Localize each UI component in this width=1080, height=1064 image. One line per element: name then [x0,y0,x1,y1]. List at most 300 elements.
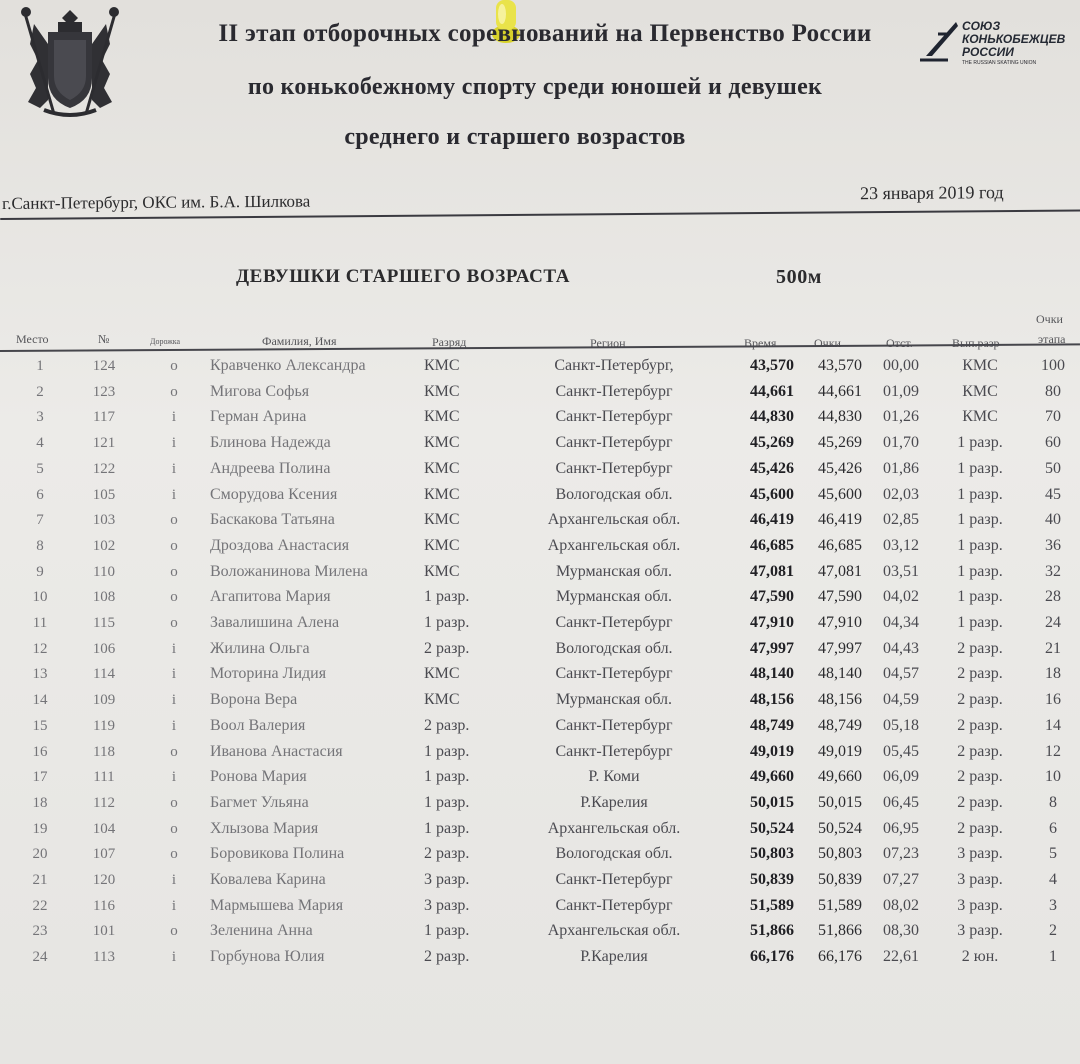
col-header-rank: Разряд [432,335,467,349]
lane-cell: i [171,409,177,426]
gap-cell: 00,00 [883,357,919,374]
achieved-rank-cell: 1 разр. [957,536,1003,554]
rank-cell: КМС [424,434,460,452]
stage-points-cell: 14 [1045,716,1061,734]
bib-number-cell: 115 [93,615,115,631]
col-header-number: № [98,332,110,346]
gap-cell: 03,51 [883,562,919,580]
table-row [0,380,1080,406]
time-cell: 50,839 [750,871,794,888]
bib-number-cell: 111 [93,769,115,786]
stage-points-cell: 1 [1049,948,1057,966]
time-cell: 47,997 [750,639,794,657]
table-row [0,637,1080,663]
athlete-name-cell: Ворона Вера [210,691,298,709]
athlete-name-cell: Кравченко Александра [210,357,366,374]
region-cell: Архангельская обл. [547,922,681,940]
athlete-name-cell: Воол Валерия [210,716,306,734]
points-cell: 50,524 [818,819,862,837]
table-row [0,919,1080,945]
event-date: 23 января 2019 год [859,182,1004,204]
region-cell: Архангельская обл. [547,511,681,529]
stage-points-cell: 4 [1049,871,1057,888]
place-cell: 11 [32,615,48,631]
distance-label: 500м [776,266,823,288]
rank-cell: 1 разр. [424,793,470,811]
region-cell: Санкт-Петербург [555,665,673,683]
time-cell: 46,685 [750,536,794,554]
achieved-rank-cell: КМС [962,357,998,374]
event-subtitle: по конькобежному спорту среди юношей и девушек [247,74,823,100]
bib-number-cell: 109 [92,692,116,709]
gap-cell: 05,45 [883,742,919,760]
athlete-name-cell: Иванова Анастасия [210,742,343,760]
achieved-rank-cell: 1 разр. [957,562,1003,580]
achieved-rank-cell: 1 разр. [957,459,1003,477]
region-cell: Санкт-Петербург [555,742,673,760]
region-cell: Вологодская обл. [555,845,673,863]
group-title: ДЕВУШКИ СТАРШЕГО ВОЗРАСТА [236,266,571,287]
lane-cell: o [170,794,178,811]
rank-cell: КМС [424,665,460,683]
time-cell: 44,830 [750,408,794,426]
bib-number-cell: 105 [92,486,116,503]
gap-cell: 05,18 [883,716,919,734]
achieved-rank-cell: 2 разр. [957,742,1003,760]
stage-points-cell: 10 [1045,768,1061,786]
stage-points-cell: 50 [1045,459,1061,477]
stage-points-cell: 18 [1045,665,1061,683]
stage-points-cell: 60 [1045,434,1061,452]
gap-cell: 06,09 [883,768,919,786]
col-header-lane: Дорожка [150,337,181,346]
stage-points-cell: 12 [1045,742,1061,760]
place-cell: 15 [32,717,48,734]
region-cell: Р.Карелия [580,948,648,966]
table-row [0,842,1080,868]
stage-points-cell: 32 [1045,562,1061,580]
region-cell: Санкт-Петербург [555,434,673,452]
lane-cell: o [170,512,178,529]
table-row [0,817,1080,843]
points-cell: 48,140 [818,665,862,683]
lane-cell: o [170,358,178,374]
bib-number-cell: 123 [92,383,116,400]
stage-points-cell: 8 [1049,793,1057,811]
time-cell: 47,910 [750,614,794,631]
achieved-rank-cell: 2 разр. [957,819,1003,837]
place-cell: 12 [32,640,48,657]
col-header-gap: Отст. [886,336,913,350]
time-cell: 45,426 [750,459,794,477]
points-cell: 45,600 [818,485,862,503]
rank-cell: КМС [424,562,460,580]
time-cell: 50,803 [750,845,794,863]
time-cell: 48,156 [750,691,794,709]
venue-date-row [0,180,1080,220]
stage-points-cell: 100 [1041,357,1065,374]
region-cell: Мурманская обл. [555,562,673,580]
gap-cell: 07,23 [883,845,919,863]
bib-number-cell: 121 [92,435,116,452]
time-cell: 47,081 [750,562,794,580]
athlete-name-cell: Сморудова Ксения [210,485,338,503]
bib-number-cell: 119 [93,717,115,734]
gap-cell: 08,30 [883,922,919,940]
gap-cell: 02,03 [883,485,919,503]
gap-cell: 07,27 [883,871,919,888]
bib-number-cell: 102 [92,537,116,554]
bib-number-cell: 112 [93,794,115,811]
lane-cell: o [170,615,178,631]
bib-number-cell: 104 [92,820,116,837]
bib-number-cell: 117 [93,409,115,426]
time-cell: 49,019 [750,742,794,760]
stage-points-cell: 28 [1045,588,1061,606]
achieved-rank-cell: КМС [962,382,998,400]
athlete-name-cell: Горбунова Юлия [210,948,325,966]
rank-cell: КМС [424,408,460,426]
stage-points-cell: 16 [1045,691,1061,709]
table-row [0,560,1080,586]
rank-cell: 1 разр. [424,742,470,760]
place-cell: 24 [32,949,48,966]
points-cell: 50,015 [818,793,862,811]
col-header-achieved-rank: Вып.разр [952,336,1000,350]
place-cell: 8 [36,537,44,554]
gap-cell: 08,02 [883,896,919,914]
lane-cell: i [171,897,177,914]
region-cell: Р. Коми [588,768,640,786]
achieved-rank-cell: 2 разр. [957,639,1003,657]
athlete-name-cell: Хлызова Мария [210,819,319,837]
bib-number-cell: 124 [92,358,116,374]
achieved-rank-cell: 3 разр. [957,845,1003,863]
achieved-rank-cell: 1 разр. [957,588,1003,606]
points-cell: 47,590 [818,588,862,606]
achieved-rank-cell: 1 разр. [957,511,1003,529]
col-header-stage-points: Очки [1036,312,1063,326]
region-cell: Санкт-Петербург [555,716,673,734]
place-cell: 22 [32,897,48,914]
region-cell: Мурманская обл. [555,691,673,709]
region-cell: Санкт-Петербург [555,614,673,631]
athlete-name-cell: Дроздова Анастасия [210,536,350,554]
lane-cell: i [171,435,177,452]
points-cell: 45,269 [818,434,862,452]
points-cell: 45,426 [818,459,862,477]
stage-points-cell: 36 [1045,536,1061,554]
skater-logo-icon [918,20,960,64]
bib-number-cell: 114 [93,666,115,683]
time-cell: 50,015 [750,793,794,811]
time-cell: 46,419 [750,511,794,529]
lane-cell: o [170,820,178,837]
stage-points-cell: 3 [1049,896,1057,914]
place-cell: 23 [32,923,48,940]
athlete-name-cell: Баскакова Татьяна [210,511,335,529]
region-cell: Санкт-Петербург [555,382,673,400]
points-cell: 47,910 [818,614,862,631]
bib-number-cell: 110 [93,563,115,580]
athlete-name-cell: Зеленина Анна [210,922,313,940]
rank-cell: 1 разр. [424,768,470,786]
points-cell: 50,839 [818,871,862,888]
stage-points-cell: 70 [1045,408,1061,426]
athlete-name-cell: Завалишина Алена [210,614,340,631]
stage-points-cell: 40 [1045,511,1061,529]
lane-cell: i [171,486,177,503]
rank-cell: 3 разр. [424,896,470,914]
points-cell: 43,570 [818,357,862,374]
region-cell: Р.Карелия [580,793,648,811]
achieved-rank-cell: 1 разр. [957,485,1003,503]
bib-number-cell: 118 [93,743,115,760]
achieved-rank-cell: 2 разр. [957,665,1003,683]
athlete-name-cell: Багмет Ульяна [210,793,309,811]
table-row [0,405,1080,431]
points-cell: 44,830 [818,408,862,426]
points-cell: 66,176 [818,948,862,966]
lane-cell: i [171,692,177,709]
gap-cell: 03,12 [883,536,919,554]
lane-cell: i [171,949,177,966]
time-cell: 45,269 [750,434,794,452]
place-cell: 21 [32,872,48,888]
logo-text-line: РОССИИ [962,45,1014,59]
rank-cell: КМС [424,485,460,503]
gap-cell: 06,95 [883,819,919,837]
place-cell: 7 [36,512,44,529]
rank-cell: КМС [424,357,460,374]
place-cell: 6 [36,486,44,503]
gap-cell: 01,09 [883,382,919,400]
athlete-name-cell: Боровикова Полина [210,845,345,863]
rank-cell: 1 разр. [424,588,470,606]
table-row [0,945,1080,971]
stage-points-cell: 21 [1045,639,1061,657]
region-cell: Архангельская обл. [547,536,681,554]
table-row [0,431,1080,457]
time-cell: 48,749 [750,716,794,734]
points-cell: 48,749 [818,716,862,734]
lane-cell: o [170,846,178,863]
table-row [0,457,1080,483]
achieved-rank-cell: 2 юн. [961,948,999,966]
lane-cell: o [170,383,178,400]
athlete-name-cell: Ронова Мария [210,768,307,786]
lane-cell: i [171,872,177,888]
region-cell: Вологодская обл. [555,485,673,503]
points-cell: 48,156 [818,691,862,709]
gap-cell: 04,43 [883,639,919,657]
table-row [0,791,1080,817]
logo-subtitle: THE RUSSIAN SKATING UNION [962,60,1037,66]
points-cell: 51,866 [818,922,862,940]
time-cell: 49,660 [750,768,794,786]
region-cell: Санкт-Петербург [555,459,673,477]
gap-cell: 01,26 [883,408,919,426]
stage-points-cell: 45 [1045,485,1061,503]
gap-cell: 06,45 [883,793,919,811]
rank-cell: КМС [424,511,460,529]
lane-cell: o [170,589,178,606]
rank-cell: 2 разр. [424,948,470,966]
place-cell: 13 [32,666,48,683]
event-title: II этап отборочных соревнований на Первенство России [218,20,872,47]
place-cell: 4 [36,435,44,452]
points-cell: 46,419 [818,511,862,529]
stage-points-cell: 80 [1045,382,1061,400]
rank-cell: 2 разр. [424,639,470,657]
table-row [0,483,1080,509]
region-cell: Мурманская обл. [555,588,673,606]
place-cell: 18 [32,794,48,811]
place-cell: 19 [32,820,48,837]
table-row [0,534,1080,560]
col-header-stage-points: этапа [1038,332,1066,346]
athlete-name-cell: Воложанинова Милена [210,562,368,580]
gap-cell: 01,70 [883,434,919,452]
table-row [0,508,1080,534]
athlete-name-cell: Блинова Надежда [210,434,331,452]
stage-points-cell: 5 [1049,845,1057,863]
rank-cell: КМС [424,691,460,709]
event-age-group: среднего и старшего возрастов [344,124,686,150]
rank-cell: 1 разр. [424,819,470,837]
time-cell: 66,176 [750,948,794,966]
logo-text-line: СОЮЗ [962,19,1001,33]
region-cell: Санкт-Петербург [555,408,673,426]
bib-number-cell: 106 [92,640,116,657]
bib-number-cell: 120 [92,872,116,888]
col-header-time: Время [744,336,777,350]
place-cell: 17 [32,769,48,786]
col-header-points: Очки [814,336,841,350]
points-cell: 44,661 [818,382,862,400]
points-cell: 49,660 [818,768,862,786]
place-cell: 16 [32,743,48,760]
time-cell: 45,600 [750,485,794,503]
region-cell: Вологодская обл. [555,639,673,657]
gap-cell: 04,02 [883,588,919,606]
place-cell: 14 [32,692,48,709]
skating-union-logo [918,18,1078,74]
stage-points-cell: 24 [1045,614,1061,631]
time-cell: 47,590 [750,588,794,606]
athlete-name-cell: Моторина Лидия [210,665,327,683]
place-cell: 2 [36,383,44,400]
stage-points-cell: 6 [1049,819,1057,837]
place-cell: 1 [36,358,44,374]
table-row [0,611,1080,637]
place-cell: 9 [36,563,44,580]
points-cell: 47,081 [818,562,862,580]
lane-cell: i [171,640,177,657]
athlete-name-cell: Андреева Полина [210,459,331,477]
time-cell: 50,524 [750,819,794,837]
rank-cell: 3 разр. [424,871,470,888]
lane-cell: i [171,666,177,683]
time-cell: 48,140 [750,665,794,683]
lane-cell: i [171,769,177,786]
table-row [0,714,1080,740]
time-cell: 51,589 [750,896,794,914]
bib-number-cell: 113 [93,949,115,966]
stage-points-cell: 2 [1049,922,1057,940]
gap-cell: 02,85 [883,511,919,529]
bib-number-cell: 116 [93,897,115,914]
lane-cell: o [170,923,178,940]
table-row [0,354,1080,380]
rank-cell: 1 разр. [424,614,470,631]
rank-cell: 1 разр. [424,922,470,940]
venue: г.Санкт-Петербург, ОКС им. Б.А. Шилкова [2,191,311,213]
place-cell: 10 [32,589,48,606]
time-cell: 44,661 [750,382,794,400]
region-cell: Санкт-Петербург, [554,357,674,374]
col-header-place: Место [16,332,49,346]
achieved-rank-cell: 2 разр. [957,768,1003,786]
athlete-name-cell: Герман Арина [210,408,307,426]
table-row [0,662,1080,688]
table-row [0,894,1080,920]
achieved-rank-cell: 3 разр. [957,896,1003,914]
bib-number-cell: 101 [92,923,116,940]
table-row [0,868,1080,894]
logo-text-line: КОНЬКОБЕЖЦЕВ [962,32,1066,46]
achieved-rank-cell: КМС [962,408,998,426]
time-cell: 43,570 [750,357,794,374]
place-cell: 3 [36,409,44,426]
bib-number-cell: 122 [92,460,116,477]
rank-cell: КМС [424,459,460,477]
region-cell: Архангельская обл. [547,819,681,837]
gap-cell: 04,34 [883,614,919,631]
achieved-rank-cell: 1 разр. [957,614,1003,631]
coat-of-arms-emblem [18,4,122,120]
col-header-region: Регион [590,336,626,350]
achieved-rank-cell: 3 разр. [957,871,1003,888]
points-cell: 50,803 [818,845,862,863]
athlete-name-cell: Жилина Ольга [210,639,310,657]
time-cell: 51,866 [750,922,794,940]
athlete-name-cell: Мигова Софья [210,382,310,400]
table-row [0,585,1080,611]
table-row [0,765,1080,791]
table-row [0,688,1080,714]
bib-number-cell: 103 [92,512,116,529]
place-cell: 20 [32,846,48,863]
achieved-rank-cell: 3 разр. [957,922,1003,940]
achieved-rank-cell: 1 разр. [957,434,1003,452]
table-row [0,740,1080,766]
points-cell: 51,589 [818,896,862,914]
rank-cell: КМС [424,382,460,400]
region-cell: Санкт-Петербург [555,896,673,914]
gap-cell: 04,59 [883,691,919,709]
col-header-name: Фамилия, Имя [262,334,337,348]
bib-number-cell: 108 [92,589,116,606]
rank-cell: КМС [424,536,460,554]
rank-cell: 2 разр. [424,845,470,863]
lane-cell: i [171,460,177,477]
achieved-rank-cell: 2 разр. [957,716,1003,734]
gap-cell: 22,61 [883,948,919,966]
logo-text [962,20,1080,59]
bib-number-cell: 107 [92,846,116,863]
athlete-name-cell: Агапитова Мария [210,588,331,606]
